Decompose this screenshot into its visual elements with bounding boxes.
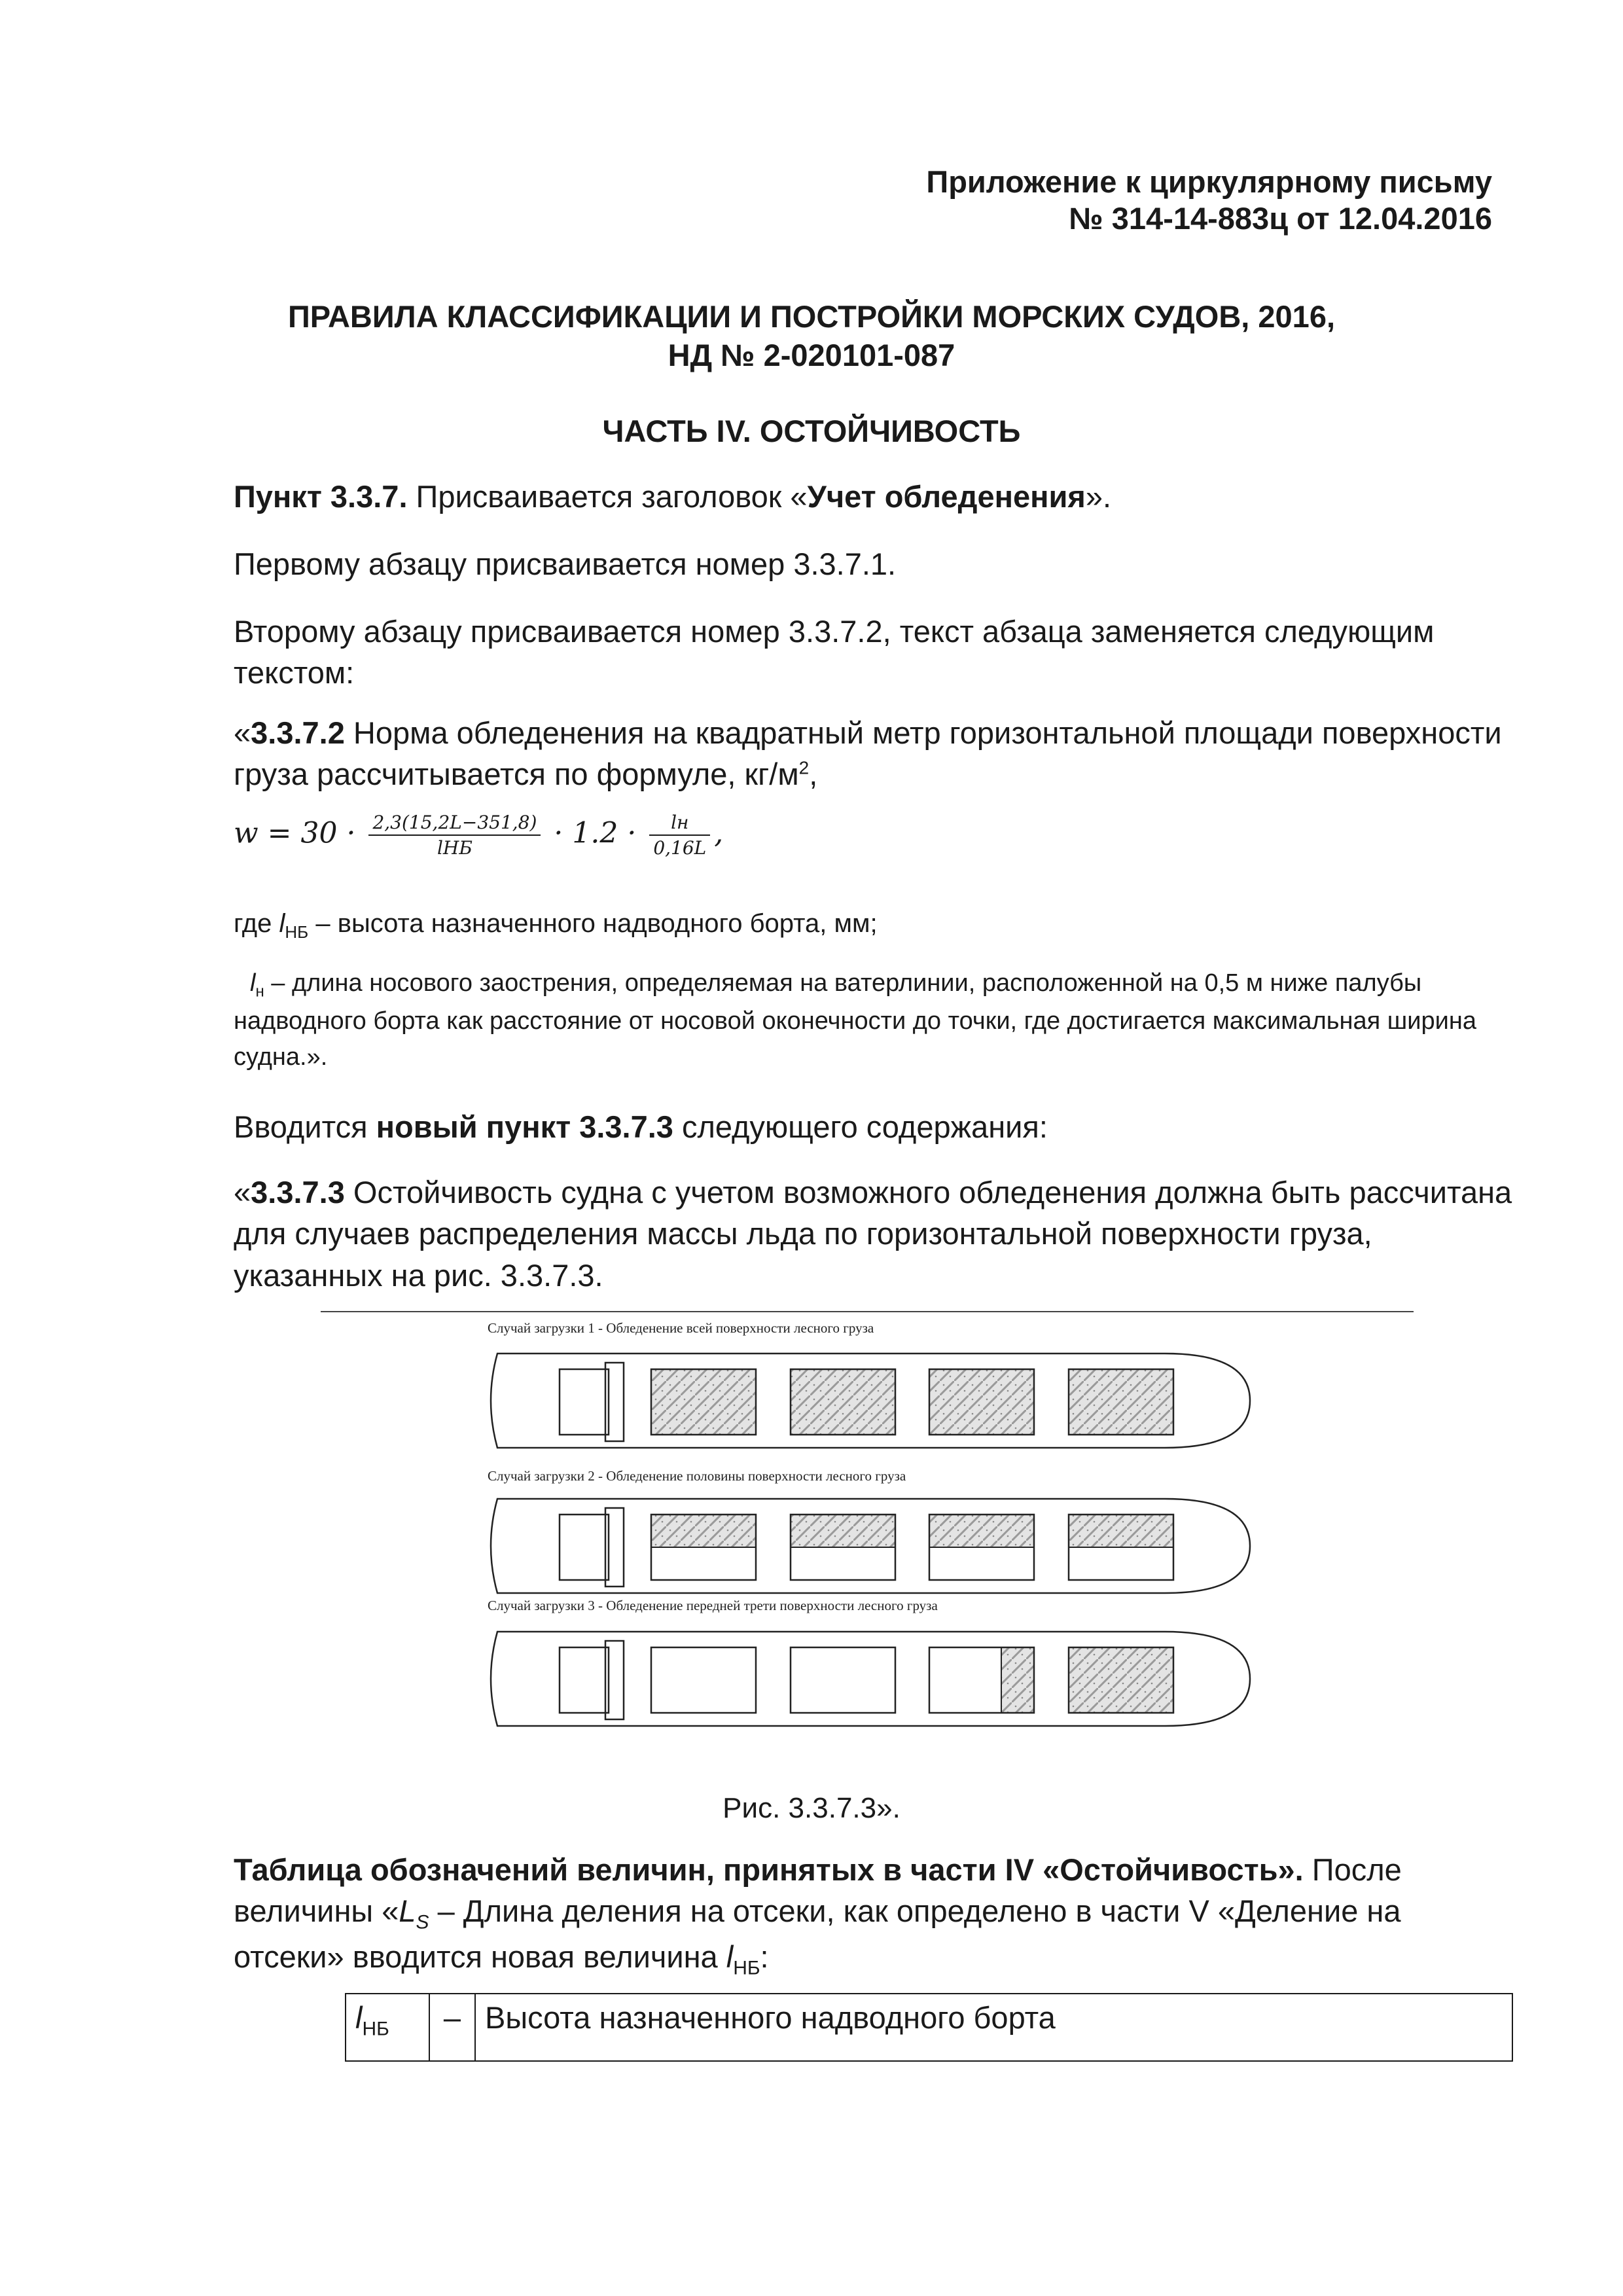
paragraph-5 [234,905,1516,945]
part-title: ЧАСТЬ IV. ОСТОЙЧИВОСТЬ [602,414,1021,448]
p7-text-1: Вводится [234,1109,376,1144]
formula-end: , [714,816,724,850]
p4-text: Норма обледенения на квадратный метр горизонтальной площади поверхности груза рассчитывается по формуле, кг/м [234,715,1502,792]
paragraph-6 [234,965,1516,1076]
document-title [0,298,1623,375]
loading-cases-figure [321,1309,1414,1767]
table-row [346,1994,1512,2061]
formula-lhs: w = 30 · [234,816,356,850]
p5-subscript: НБ [285,922,309,942]
header-line-2: № 314-14-883ц от 12.04.2016 [1069,201,1492,236]
p8-quote: « [234,1175,251,1210]
p4-sup: 2 [798,757,810,778]
p9-symbol: l [726,1939,734,1975]
formula-mid: · 1.2 · [554,816,637,850]
symbol-table [345,1993,1513,2062]
symbol-l: l [355,2000,363,2035]
formula-fraction-2 [649,812,710,859]
case-3-label: Случай загрузки 3 - Обледенение передней трети поверхности лесного груза [488,1598,938,1613]
p9-subscript: НБ [733,1957,760,1979]
hold-1-2 [791,1369,895,1435]
icing-formula [234,812,723,859]
hold-1-4 [1069,1369,1173,1435]
paragraph-4 [234,712,1516,795]
case-2-label: Случай загрузки 2 - Обледенение половины поверхности лесного груза [488,1468,906,1484]
p9-bold: Таблица обозначений величин, принятых в части IV «Остойчивость». [234,1852,1304,1887]
p1-bold-2: Учет обледенения [807,479,1086,514]
p5-text: – высота назначенного надводного борта, мм; [308,909,878,938]
p6-symbol: l [250,969,256,997]
p6-subscript: н [255,982,264,1001]
p1-text-1: Присваивается заголовок « [407,479,808,514]
hold-1-1 [651,1369,756,1435]
p4-end: , [809,757,818,792]
dash-cell: – [429,1994,475,2061]
p8-text: Остойчивость судна с учетом возможного обледенения должна быть рассчитана для случаев распределения массы льда по горизонтальной поверхности груза, указанных на рис. 3.3.7.3. [234,1175,1512,1293]
p9-ls: L [399,1893,416,1929]
symbol-sub: НБ [362,2018,389,2040]
p5-symbol: l [279,909,285,938]
paragraph-8 [234,1172,1516,1296]
ship-case-2 [491,1499,1250,1593]
case-1-label: Случай загрузки 1 - Обледенение всей поверхности лесного груза [488,1320,874,1336]
p5-pre: где [234,909,279,938]
paragraph-3: Второму абзацу присваивается номер 3.3.7.2, текст абзаца заменяется следующим текстом: [234,614,1435,691]
p8-number: 3.3.7.3 [251,1175,345,1210]
hold-1-3 [929,1369,1034,1435]
description-cell: Высота назначенного надводного борта [475,1994,1512,2061]
p4-quote: « [234,715,251,750]
header-line-1: Приложение к циркулярному письму [926,164,1492,199]
hold-3-1 [651,1647,756,1713]
paragraph-9 [234,1849,1516,1982]
formula-numerator-2: lн [649,812,710,836]
p9-text-2: – Длина деления на отсеки, как определено в части V «Деление на отсеки» вводится новая величина [234,1893,1401,1975]
title-line-2: НД № 2-020101-087 [668,337,955,372]
p9-ls-sub: S [416,1911,429,1933]
p7-bold: новый пункт 3.3.7.3 [376,1109,673,1144]
p6-text: – длина носового заострения, определяемая на ватерлинии, расположенной на 0,5 м ниже палубы надводного борта как расстояние от носовой оконечности до точки, где достигается максимальная ширина судна.». [234,969,1476,1071]
ship-case-1 [491,1354,1250,1448]
p4-number: 3.3.7.2 [251,715,345,750]
attachment-header [926,164,1492,238]
ship-case-3 [491,1632,1250,1726]
formula-denominator-1: lНБ [437,837,473,859]
formula-numerator-1: 2,3(15,2L−351,8) [368,812,541,836]
p7-text-2: следующего содержания: [673,1109,1048,1144]
symbol-cell [346,1994,429,2061]
paragraph-1 [234,476,1516,517]
hold-3-2 [791,1647,895,1713]
formula-denominator-2: 0,16L [653,837,707,859]
title-line-1: ПРАВИЛА КЛАССИФИКАЦИИ И ПОСТРОЙКИ МОРСКИХ СУДОВ, 2016, [287,299,1336,334]
p1-text-2: ». [1085,479,1112,514]
figure-caption: Рис. 3.3.7.3». [722,1792,901,1824]
p9-text-1: После величины « [234,1852,1402,1929]
paragraph-2: Первому абзацу присваивается номер 3.3.7.1. [234,547,897,581]
p1-bold-1: Пункт 3.3.7. [234,479,408,514]
p9-end: : [760,1939,769,1975]
formula-fraction-1 [368,812,541,859]
hold-3-4 [1069,1647,1173,1713]
paragraph-7 [234,1106,1516,1147]
